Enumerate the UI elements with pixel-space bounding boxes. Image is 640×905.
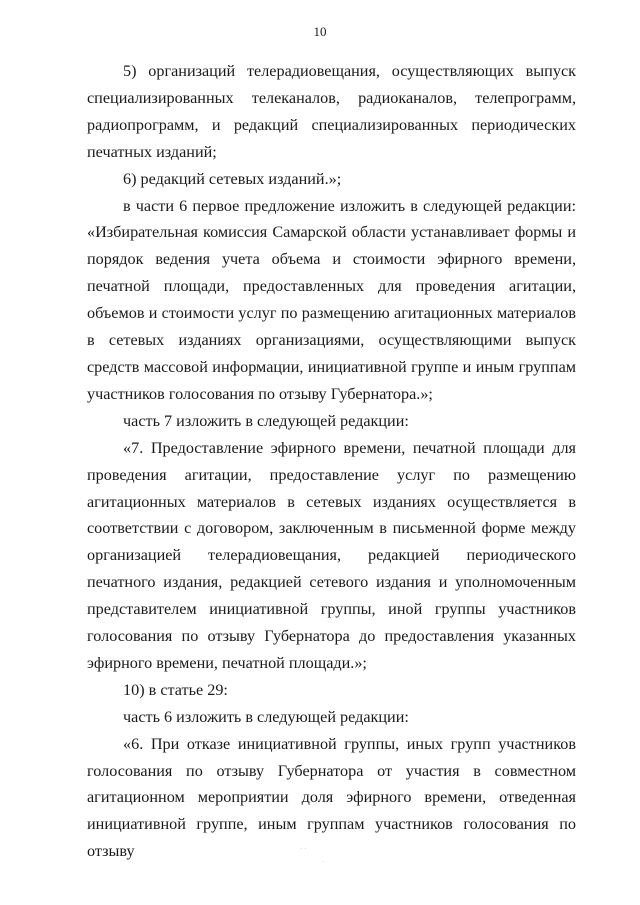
paragraph-part-7-text: «7. Предоставление эфирного времени, печатной площади для проведения агитации, предоставление услуг по размещению агитационных материалов в сетевых изданиях осуществляется в соответствии с договором, заключенным в письменной форме между организацией телерадиовещания, редакцией периодического печатного издания, редакцией сетевого издания и уполномоченным представителем инициативной группы, иной группы участников голосования по отзыву Губернатора до предоставления указанных эфирного времени, печатной площади.»; — [87, 438, 576, 672]
paragraph-part-6-text: «6. При отказе инициативной группы, иных групп участников голосования по отзыву Губернатора от участия в совместном агитационном мероприятии доля эфирного времени, отведенная инициативной группе, иным группам участников голосования по отзыву — [87, 734, 576, 861]
page-number: 10 — [313, 24, 327, 39]
paragraph-part-7-intro: часть 7 изложить в следующей редакции: — [123, 411, 409, 430]
document-body — [87, 58, 576, 865]
scan-noise-mark: · · — [300, 845, 307, 853]
paragraph-item-10: 10) в статье 29: — [123, 680, 228, 699]
scan-noise-mark: · — [322, 858, 325, 866]
paragraph-item-6: 6) редакций сетевых изданий.»; — [123, 169, 342, 188]
paragraph-item-5: 5) организаций телерадиовещания, осуществляющих выпуск специализированных телеканалов, радиоканалов, телепрограмм, радиопрограмм, и редакций специализированных периодических печатных изданий; — [87, 62, 576, 161]
paragraph-part-6-amendment: в части 6 первое предложение изложить в следующей редакции: «Избирательная комиссия Самарской области устанавливает формы и порядок ведения учета объема и стоимости эфирного времени, печатной площади, предоставленных для проведения агитации, объемов и стоимости услуг по размещению агитационных материалов в сетевых изданиях организациями, осуществляющими выпуск средств массовой информации, инициативной группе и иным группам участников голосования по отзыву Губернатора.»; — [87, 196, 576, 403]
paragraph-part-6-intro: часть 6 изложить в следующей редакции: — [123, 707, 409, 726]
